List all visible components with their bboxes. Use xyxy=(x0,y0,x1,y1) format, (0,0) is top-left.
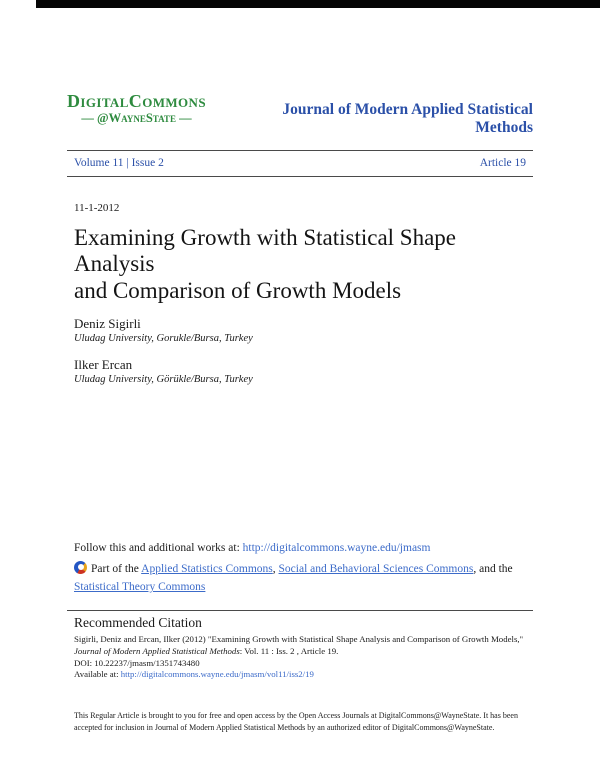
separator-text: , xyxy=(272,562,279,575)
digital-commons-network-icon xyxy=(74,561,87,574)
author-block xyxy=(67,357,533,385)
volume-row xyxy=(67,151,533,176)
statistical-theory-commons-link[interactable]: Statistical Theory Commons xyxy=(74,580,206,593)
social-behavioral-sciences-commons-link[interactable]: Social and Behavioral Sciences Commons xyxy=(278,562,474,575)
logo-line-1: DigitalCommons xyxy=(67,91,206,111)
author-affiliation: Uludag University, Gorukle/Bursa, Turkey xyxy=(74,332,253,344)
header xyxy=(67,0,533,138)
available-at-text: Available at: xyxy=(74,669,121,680)
scan-artifact-bar xyxy=(36,0,600,8)
citation-text: Sigirli, Deniz and Ercan, Ilker (2012) "Examining Growth with Statistical Shape Analysis and Comparison of Growth Models," xyxy=(74,634,524,645)
citation-doi: DOI: 10.22237/jmasm/1351743480 xyxy=(74,657,200,668)
author-affiliation: Uludag University, Görükle/Bursa, Turkey xyxy=(74,373,253,385)
footer-note: This Regular Article is brought to you for free and open access by the Open Access Journals at DigitalCommons@WayneState. It has been accepted for inclusion in Journal of Modern Applied Statistical Methods by an authorized editor of DigitalCommons@WayneState. xyxy=(74,710,518,732)
publication-date: 11-1-2012 xyxy=(74,201,120,214)
citation-divider xyxy=(67,610,533,611)
logo-line-2: — @WayneState — xyxy=(81,110,192,125)
citation-text: : Vol. 11 : Iss. 2 , Article 19. xyxy=(239,645,339,656)
available-at-link[interactable]: http://digitalcommons.wayne.edu/jmasm/vol11/iss2/19 xyxy=(120,669,314,680)
header-divider-bottom xyxy=(67,176,533,177)
volume-issue-label: Volume 11 | Issue 2 xyxy=(74,156,164,169)
paper-title xyxy=(67,225,533,305)
part-of-text: Part of the xyxy=(91,562,142,575)
article-number-label: Article 19 xyxy=(479,156,526,169)
follow-works-line xyxy=(67,542,533,554)
separator-text: , and the xyxy=(473,562,513,575)
author-name: Ilker Ercan xyxy=(74,356,133,372)
paper-title-line-1: Examining Growth with Statistical Shape Analysis xyxy=(74,224,457,277)
applied-statistics-commons-link[interactable]: Applied Statistics Commons xyxy=(141,562,273,575)
recommended-citation-heading: Recommended Citation xyxy=(74,615,202,631)
author-block xyxy=(67,316,533,344)
journal-title: Journal of Modern Applied Statistical Methods xyxy=(282,101,533,137)
digital-commons-logo xyxy=(67,92,206,125)
author-name: Deniz Sigirli xyxy=(74,315,141,331)
recommended-citation-body xyxy=(67,634,533,680)
paper-title-line-2: and Comparison of Growth Models xyxy=(74,277,402,303)
citation-journal-italic: Journal of Modern Applied Statistical Methods xyxy=(74,645,240,656)
follow-works-text: Follow this and additional works at: xyxy=(74,541,243,554)
part-of-line xyxy=(67,560,533,597)
repository-link[interactable]: http://digitalcommons.wayne.edu/jmasm xyxy=(242,541,431,554)
